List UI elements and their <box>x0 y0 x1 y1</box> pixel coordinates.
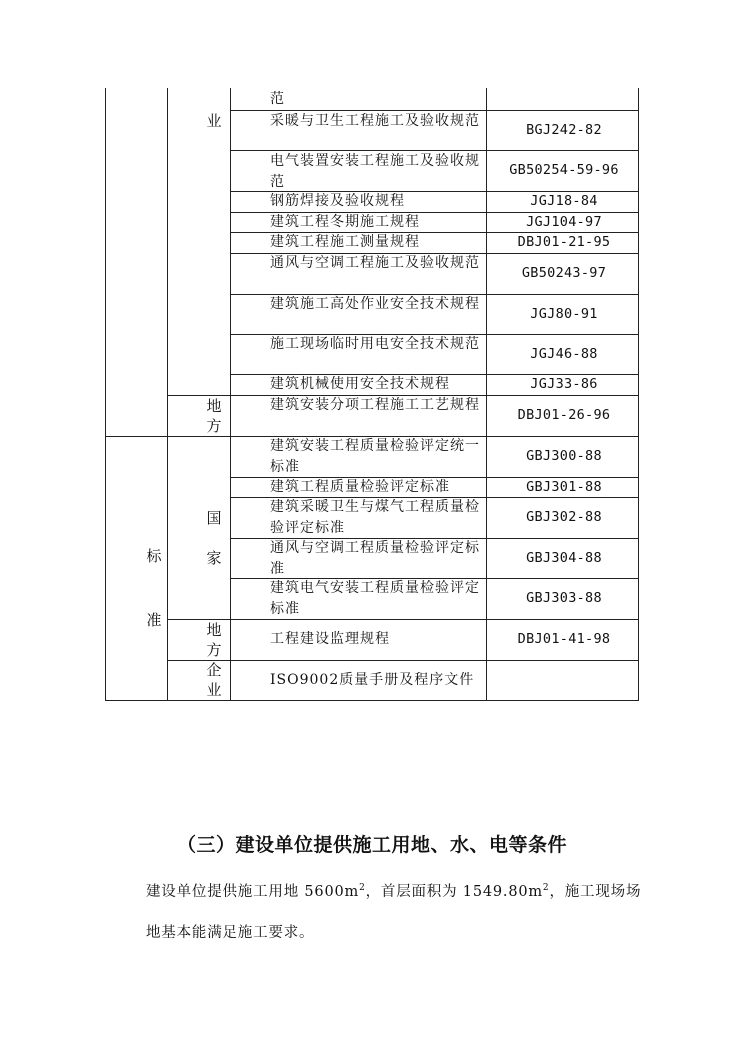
group-label-enterprise-top: 业 <box>206 112 222 130</box>
table-divider <box>167 88 168 700</box>
body-paragraph-line-1 <box>146 880 666 901</box>
table-row-code: GB50254-59-96 <box>509 162 619 178</box>
table-divider <box>486 88 487 700</box>
category-label-standard: 标 准 <box>146 547 162 629</box>
table-row-name: 建筑施工高处作业安全技术规程 <box>270 296 480 312</box>
table-row-name: 建筑采暖卫生与煤气工程质量检验评定标准 <box>270 499 480 536</box>
table-row-name: 建筑安装工程质量检验评定统一标准 <box>270 438 480 475</box>
superscript: 2 <box>542 883 550 894</box>
table-row-code: GBJ303-88 <box>526 590 602 606</box>
table-row-code: GBJ302-88 <box>526 509 602 525</box>
table-row-name: 施工现场临时用电安全技术规范 <box>270 336 480 352</box>
table-row-line <box>167 660 639 661</box>
group-label-enterprise: 企 业 <box>206 661 222 699</box>
table-row-name: 建筑工程施工测量规程 <box>270 234 420 250</box>
table-row-code: DBJ01-41-98 <box>517 631 611 647</box>
table-row-name: 建筑工程质量检验评定标准 <box>270 479 450 495</box>
table-row-name: 通风与空调工程施工及验收规范 <box>270 255 480 271</box>
table-border-left <box>105 88 106 700</box>
group-label-national: 国 家 <box>206 509 222 567</box>
table-row-name: 建筑机械使用安全技术规程 <box>270 376 450 392</box>
table-row-code: DBJ01-26-96 <box>517 407 611 423</box>
table-row-name: 钢筋焊接及验收规程 <box>270 193 405 209</box>
table-row-name: 建筑电气安装工程质量检验评定标准 <box>270 580 480 617</box>
table-row-code: JGJ104-97 <box>526 214 602 230</box>
table-row-name: 采暖与卫生工程施工及验收规范 <box>270 113 480 129</box>
table-row-name: 建筑工程冬期施工规程 <box>270 214 420 230</box>
table-row-code: BGJ242-82 <box>526 122 602 138</box>
table-row-code: DBJ01-21-95 <box>517 234 611 250</box>
table-row-code: GB50243-97 <box>521 265 607 281</box>
table-row-code: GBJ304-88 <box>526 550 602 566</box>
table-row-code: JGJ33-86 <box>530 376 598 392</box>
table-row-code: JGJ18-84 <box>530 193 598 209</box>
table-row-name: 建筑安装分项工程施工工艺规程 <box>270 397 480 413</box>
table-row-name: 通风与空调工程质量检验评定标准 <box>270 540 480 577</box>
table-border-bottom <box>105 700 639 701</box>
superscript: 2 <box>359 883 366 894</box>
table-row-name: 工程建设监理规程 <box>270 631 390 647</box>
paragraph-text: ，首层面积为 1549.80m <box>365 884 543 900</box>
table-row-code: JGJ80-91 <box>530 306 598 322</box>
paragraph-text: 建设单位提供施工用地 5600m <box>146 884 360 900</box>
section-heading: （三）建设单位提供施工用地、水、电等条件 <box>176 834 567 856</box>
table-row-name: 范 <box>270 91 285 107</box>
body-paragraph-line-2: 地基本能满足施工要求。 <box>146 925 315 941</box>
group-label-local: 地 方 <box>206 621 222 659</box>
table-row-name: 电气装置安装工程施工及验收规范 <box>270 153 480 190</box>
paragraph-text: ，施工现场场 <box>549 884 642 900</box>
table-row-code: JGJ46-88 <box>530 346 598 362</box>
table-row-code: GBJ301-88 <box>526 479 602 495</box>
table-divider <box>230 88 231 700</box>
group-label-local: 地 方 <box>206 397 222 435</box>
table-row-code: GBJ300-88 <box>526 448 602 464</box>
table-row-name: ISO9002质量手册及程序文件 <box>270 672 475 688</box>
